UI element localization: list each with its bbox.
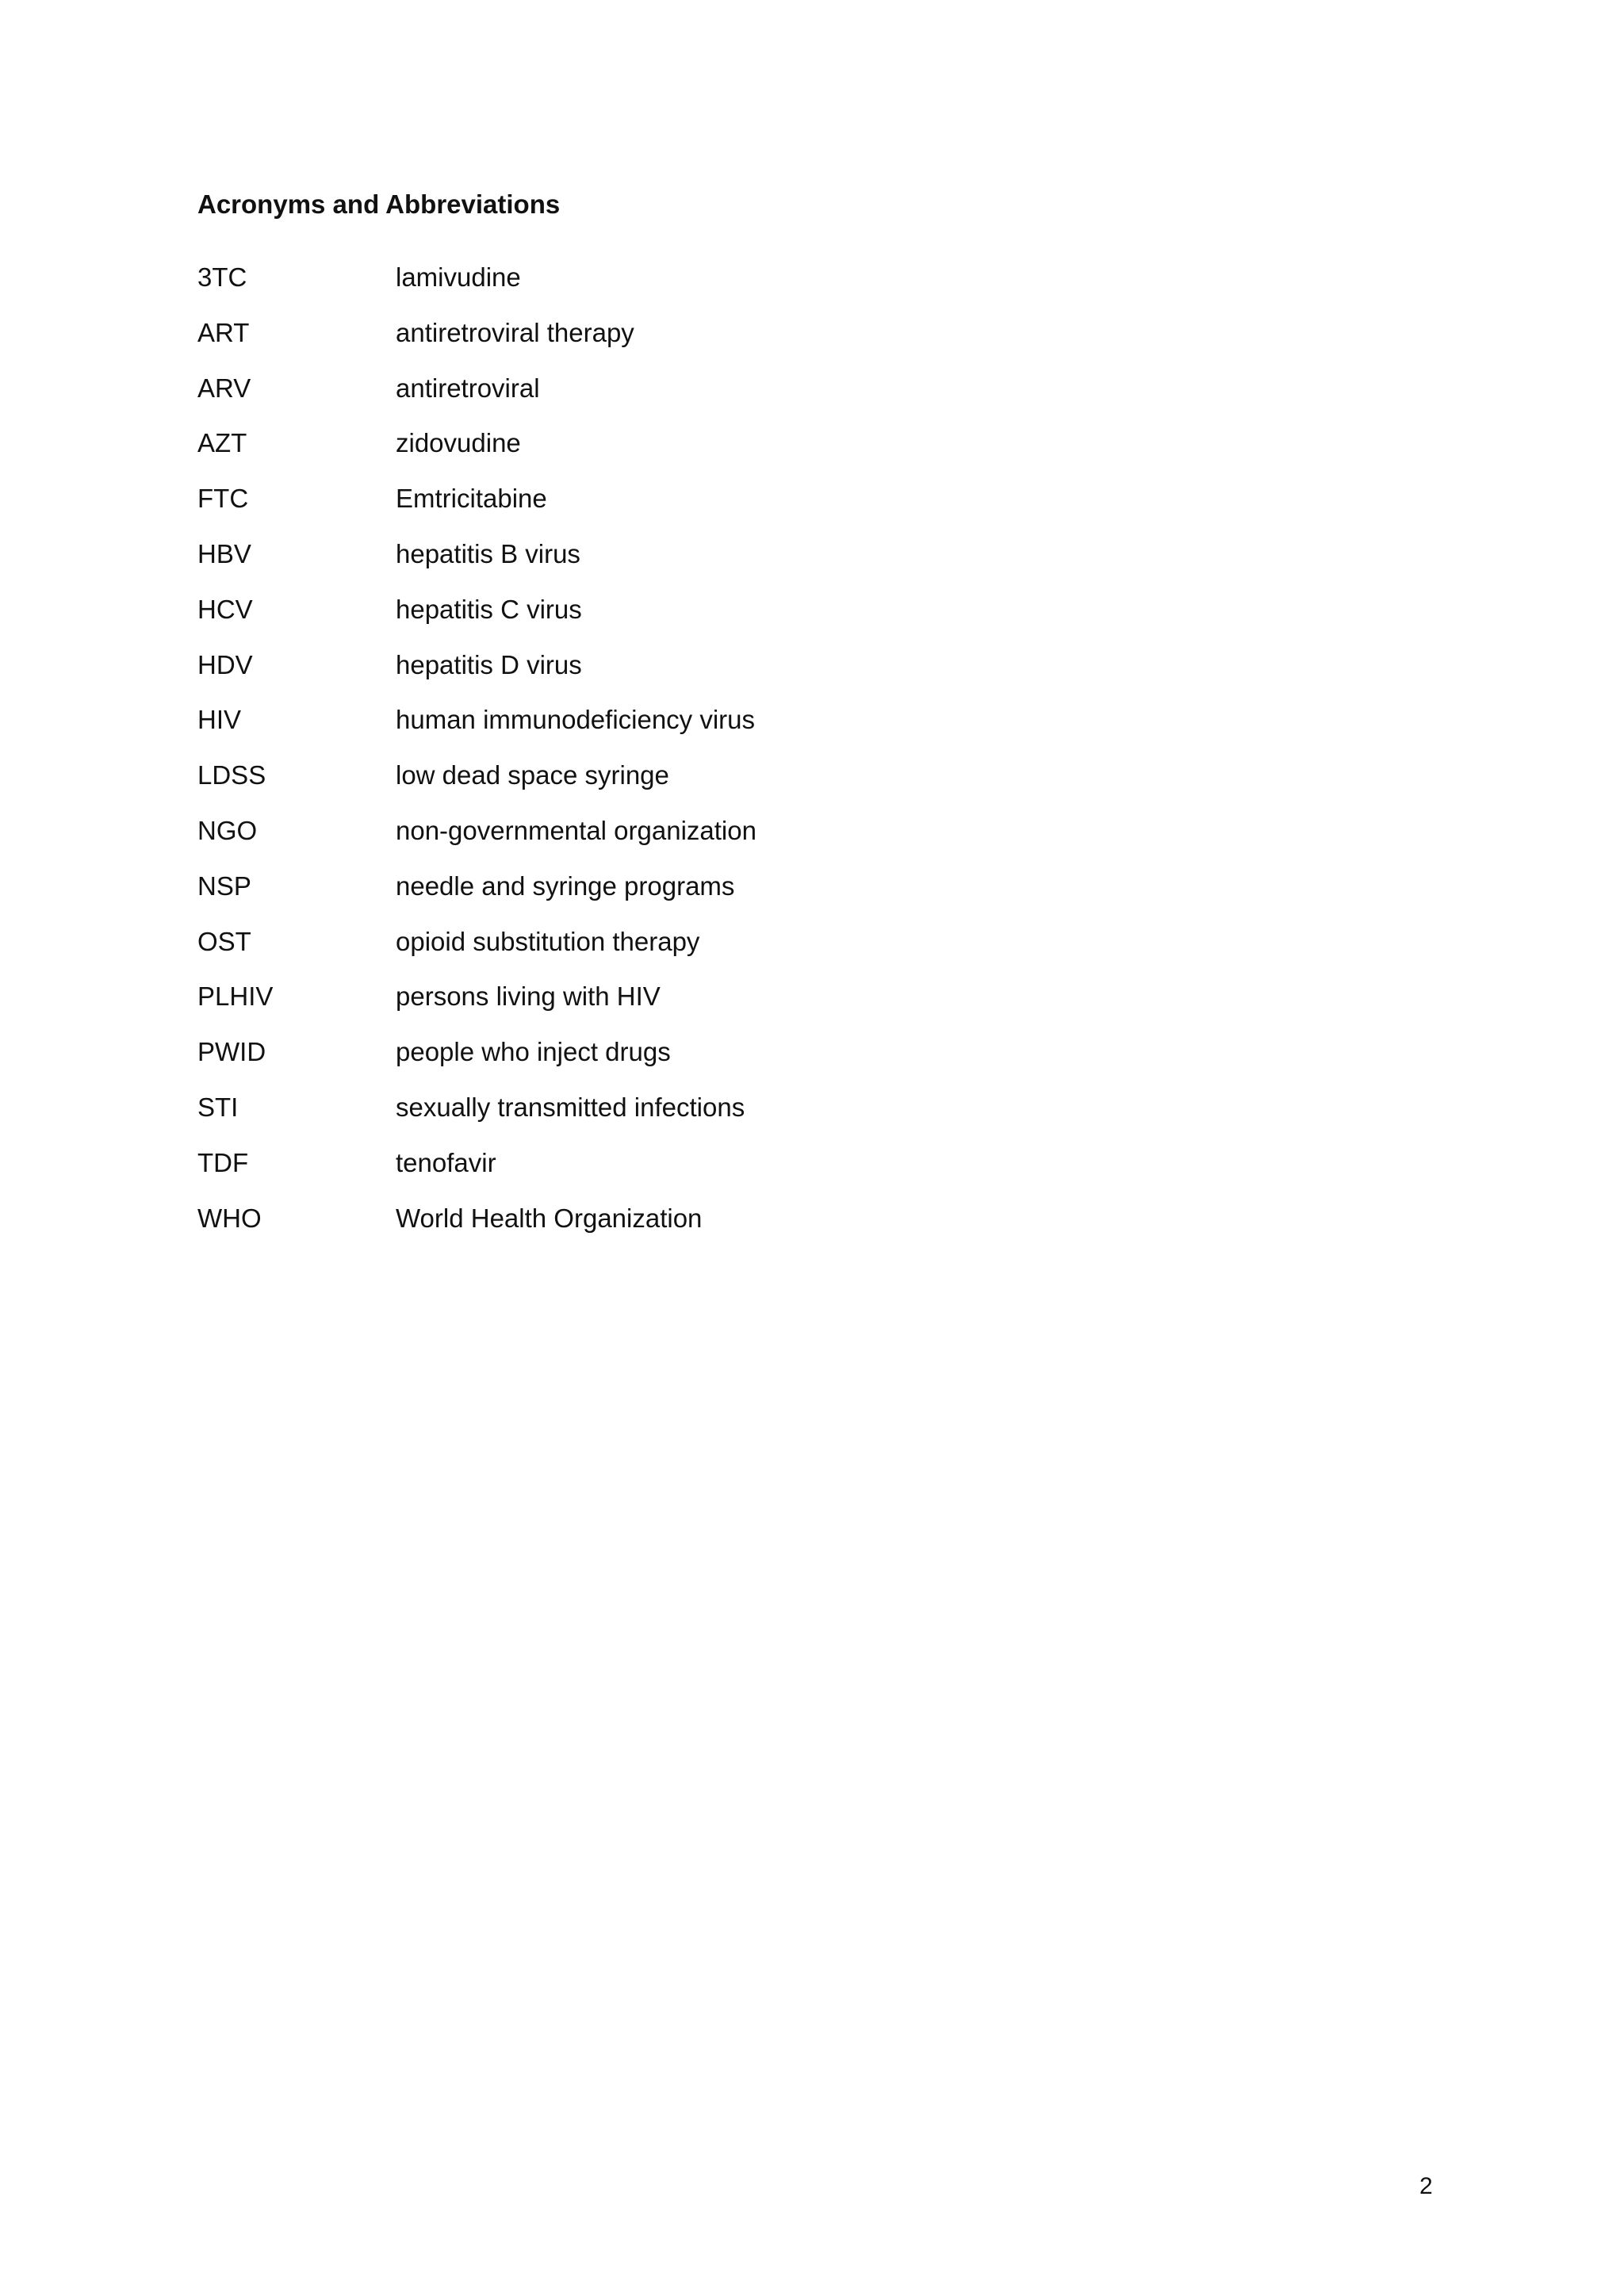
abbreviation-definition: sexually transmitted infections	[396, 1092, 745, 1122]
abbreviation-definition: needle and syringe programs	[396, 871, 735, 901]
abbreviation-row	[197, 869, 756, 924]
abbreviation-row	[197, 813, 756, 869]
abbreviation-term: HDV	[197, 649, 253, 679]
abbreviation-row	[197, 1201, 756, 1257]
abbreviation-definition: non-governmental organization	[396, 815, 756, 845]
abbreviation-row	[197, 260, 756, 316]
abbreviation-definition: zidovudine	[396, 428, 521, 458]
abbreviation-term: HIV	[197, 705, 242, 735]
page-number: 2	[1419, 2173, 1433, 2199]
abbreviation-definition: hepatitis D virus	[396, 649, 582, 679]
abbreviation-term: PWID	[197, 1037, 266, 1067]
abbreviation-row	[197, 426, 756, 481]
abbreviation-term: ART	[197, 317, 250, 347]
abbreviation-definition: antiretroviral therapy	[396, 317, 634, 347]
abbreviation-row	[197, 758, 756, 813]
abbreviation-term: WHO	[197, 1203, 262, 1233]
abbreviation-row	[197, 1035, 756, 1090]
abbreviation-definition: lamivudine	[396, 262, 521, 292]
abbreviation-definition: persons living with HIV	[396, 982, 661, 1012]
abbreviation-definition: Emtricitabine	[396, 484, 547, 514]
abbreviation-term: 3TC	[197, 262, 247, 292]
abbreviation-definition: low dead space syringe	[396, 760, 669, 790]
abbreviation-term: TDF	[197, 1147, 249, 1177]
abbreviation-definition: opioid substitution therapy	[396, 926, 700, 956]
abbreviation-row	[197, 979, 756, 1035]
abbreviation-term: STI	[197, 1092, 239, 1122]
abbreviation-term: PLHIV	[197, 982, 274, 1012]
abbreviation-definition: antiretroviral	[396, 373, 540, 403]
abbreviation-definition: hepatitis B virus	[396, 538, 580, 568]
abbreviation-term: HCV	[197, 594, 253, 624]
abbreviation-row	[197, 1090, 756, 1146]
abbreviation-row	[197, 648, 756, 703]
abbreviation-term: FTC	[197, 484, 249, 514]
section-heading: Acronyms and Abbreviations	[197, 189, 561, 219]
abbreviation-definition: people who inject drugs	[396, 1037, 671, 1067]
abbreviation-term: AZT	[197, 428, 247, 458]
abbreviation-row	[197, 371, 756, 427]
abbreviation-list	[197, 260, 756, 1256]
abbreviation-term: NSP	[197, 871, 251, 901]
abbreviation-definition: tenofavir	[396, 1147, 496, 1177]
abbreviation-term: ARV	[197, 373, 251, 403]
abbreviation-row	[197, 924, 756, 980]
abbreviation-term: HBV	[197, 538, 251, 568]
abbreviation-row	[197, 537, 756, 592]
abbreviation-row	[197, 316, 756, 371]
abbreviation-definition: World Health Organization	[396, 1203, 703, 1233]
abbreviation-definition: hepatitis C virus	[396, 594, 582, 624]
abbreviation-definition: human immunodeficiency virus	[396, 705, 756, 735]
abbreviation-row	[197, 481, 756, 537]
abbreviation-term: LDSS	[197, 760, 266, 790]
abbreviation-row	[197, 592, 756, 648]
abbreviation-row	[197, 702, 756, 758]
abbreviation-row	[197, 1146, 756, 1201]
abbreviation-term: NGO	[197, 815, 258, 845]
abbreviation-term: OST	[197, 926, 251, 956]
